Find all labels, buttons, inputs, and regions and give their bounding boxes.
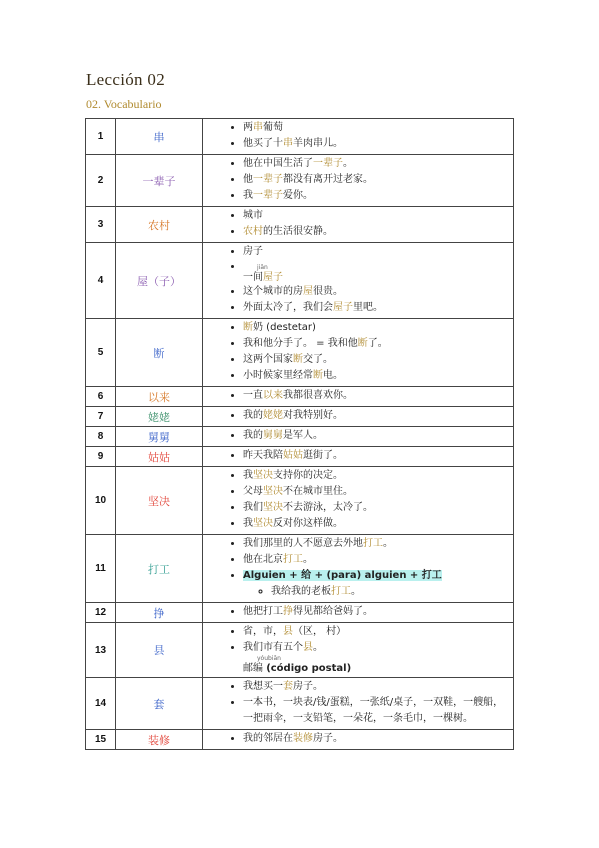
example-text: 省，市， (243, 626, 283, 637)
example-text: 父母 (243, 486, 263, 497)
example-cell (203, 447, 514, 467)
table-row (86, 207, 514, 243)
example-item (243, 624, 509, 640)
highlighted-word: 姥姥 (263, 410, 283, 421)
example-text: 这两个国家 (243, 354, 293, 365)
table-row (86, 730, 514, 750)
example-list (219, 208, 509, 240)
vocab-word: 挣 (116, 603, 203, 623)
vocab-word: 一辈子 (116, 155, 203, 207)
highlighted-word: 屋子 (333, 302, 353, 313)
highlighted-word: 一辈子 (253, 174, 283, 185)
example-item (243, 640, 509, 656)
row-number: 3 (86, 207, 116, 243)
example-cell (203, 427, 514, 447)
example-sub-list (243, 584, 509, 600)
example-list (219, 120, 509, 152)
example-list (219, 156, 509, 204)
table-row (86, 447, 514, 467)
example-text: 他把打工 (243, 606, 283, 617)
example-item (243, 484, 509, 500)
example-item (243, 388, 509, 404)
example-text: 。 (313, 642, 323, 653)
example-text: 逛街了。 (303, 450, 343, 461)
example-text: 我的邻居在 (243, 733, 293, 744)
highlighted-word: 县 (303, 642, 313, 653)
row-number: 2 (86, 155, 116, 207)
table-row (86, 119, 514, 155)
example-text: 我们市有五个 (243, 642, 303, 653)
highlighted-word: 断 (293, 354, 303, 365)
highlighted-word: 打工 (363, 538, 383, 549)
example-text: 对我特别好。 (283, 410, 343, 421)
example-text: (código postal) (266, 663, 352, 674)
highlighted-word: 县 (283, 626, 293, 637)
highlighted-word: 坚决 (253, 470, 273, 481)
example-text: 两 (243, 122, 253, 133)
table-row (86, 467, 514, 535)
example-text: 都没有离开过老家。 (283, 174, 373, 185)
example-text: 反对你这样做。 (273, 518, 343, 529)
example-list (219, 244, 509, 316)
example-item (243, 244, 509, 260)
example-list (219, 408, 509, 424)
example-item (243, 156, 509, 172)
vocab-word: 套 (116, 678, 203, 730)
example-text: （区， 村） (293, 626, 347, 637)
example-text: 我的 (243, 430, 263, 441)
vocab-word: 串 (116, 119, 203, 155)
row-number: 1 (86, 119, 116, 155)
vocab-word: 坚决 (116, 467, 203, 535)
page-title: Lección 02 (86, 70, 165, 89)
table-row (86, 427, 514, 447)
example-cell (203, 319, 514, 387)
example-item (243, 300, 509, 316)
example-item (243, 336, 509, 352)
vocab-word: 姥姥 (116, 407, 203, 427)
example-list (219, 388, 509, 404)
example-text: 他 (243, 174, 253, 185)
example-list (219, 536, 509, 600)
example-cell (203, 678, 514, 730)
vocab-word: 装修 (116, 730, 203, 750)
highlighted-word: 断 (357, 338, 368, 349)
pinyin-annotation: • jiān (257, 264, 268, 271)
highlighted-word: 舅舅 (263, 430, 283, 441)
table-row (86, 407, 514, 427)
example-item (243, 188, 509, 204)
highlighted-word: 挣 (283, 606, 293, 617)
row-number: 9 (86, 447, 116, 467)
example-item (243, 604, 509, 620)
example-item (243, 408, 509, 424)
vocab-word: 农村 (116, 207, 203, 243)
highlighted-word: 串 (253, 122, 263, 133)
example-item (243, 368, 509, 384)
example-text: Alguien + 给 + (para) alguien + 打工 (243, 570, 442, 581)
example-item (243, 320, 509, 336)
row-number: 15 (86, 730, 116, 750)
row-number: 12 (86, 603, 116, 623)
vocab-word: 舅舅 (116, 427, 203, 447)
example-text: 我都很喜欢你。 (283, 390, 353, 401)
example-text: 我们 (243, 502, 263, 513)
vocab-word: 姑姑 (116, 447, 203, 467)
example-text: 。 (351, 586, 361, 597)
example-text: 一本书，一块表/钱/蛋糕，一张纸/桌子，一双鞋，一艘船，一把雨伞，一支铅笔，一朵花，一条毛巾，一棵树。 (243, 697, 504, 724)
row-number: 14 (86, 678, 116, 730)
example-list (219, 320, 509, 384)
highlighted-word: 串 (283, 138, 293, 149)
example-text: 不在城市里住。 (283, 486, 353, 497)
pinyin-annotation: yóubiān (257, 655, 281, 662)
highlighted-word: 以来 (263, 390, 283, 401)
example-item (243, 208, 509, 224)
highlighted-word: 打工 (331, 586, 351, 597)
example-text: 交了。 (303, 354, 333, 365)
example-list (219, 448, 509, 464)
row-number: 8 (86, 427, 116, 447)
example-text: 邮编 (243, 663, 267, 674)
example-list (219, 604, 509, 620)
example-list (219, 428, 509, 444)
table-row (86, 319, 514, 387)
example-text: 葡萄 (263, 122, 283, 133)
vocab-word: 断 (116, 319, 203, 387)
example-text: 他在中国生活了 (243, 158, 313, 169)
example-text: 里吧。 (353, 302, 383, 313)
example-text: 他在北京 (243, 554, 283, 565)
example-text: 支持你的决定。 (273, 470, 343, 481)
highlighted-word: 套 (283, 681, 293, 692)
section-subtitle: 02. Vocabulario (86, 97, 162, 111)
example-item (243, 448, 509, 464)
table-row (86, 535, 514, 603)
example-text: 城市 (243, 210, 263, 221)
example-item (243, 172, 509, 188)
vocab-word: 打工 (116, 535, 203, 603)
example-text: 我和他分手了。 = 我和他 (243, 338, 358, 349)
example-cell (203, 407, 514, 427)
highlighted-word: 农村 (243, 226, 263, 237)
table-row (86, 623, 514, 678)
example-item (243, 695, 509, 727)
example-text: 我 (243, 518, 253, 529)
example-cell (203, 467, 514, 535)
example-text: 我 (243, 470, 253, 481)
row-number: 11 (86, 535, 116, 603)
example-text: 房子。 (313, 733, 343, 744)
example-text: 得见都给爸妈了。 (293, 606, 373, 617)
example-text: 。 (303, 554, 313, 565)
vocabulary-table-body (86, 119, 514, 750)
row-number: 4 (86, 243, 116, 319)
example-text: 电。 (323, 370, 343, 381)
example-cell (203, 243, 514, 319)
highlighted-word: 坚决 (253, 518, 273, 529)
vocab-word: 以来 (116, 387, 203, 407)
row-number: 5 (86, 319, 116, 387)
example-text: 我想买一 (243, 681, 283, 692)
example-text: 外面太冷了，我们会 (243, 302, 333, 313)
highlighted-word: 断 (243, 322, 253, 333)
table-row (86, 155, 514, 207)
example-item (243, 679, 509, 695)
example-item (243, 284, 509, 300)
highlighted-word: 坚决 (263, 502, 283, 513)
highlighted-word: 屋 (303, 286, 313, 297)
example-text: 不去游泳，太冷了。 (283, 502, 373, 513)
example-text: 爱你。 (283, 190, 313, 201)
example-text: 一直 (243, 390, 263, 401)
example-text: 很贵。 (313, 286, 343, 297)
example-text: 是军人。 (283, 430, 323, 441)
example-text: 这个城市的房 (243, 286, 303, 297)
example-text: 了。 (367, 338, 388, 349)
example-cell (203, 119, 514, 155)
example-text: 昨天我陪 (243, 450, 283, 461)
example-cell (203, 603, 514, 623)
example-text: 我们那里的人不愿意去外地 (243, 538, 363, 549)
highlighted-word: 一辈子 (313, 158, 343, 169)
example-item (243, 536, 509, 552)
example-list (219, 679, 509, 727)
example-text: 奶 (destetar) (253, 322, 316, 333)
example-text: 的生活很安静。 (263, 226, 333, 237)
example-text: 我 (243, 190, 253, 201)
example-text: 房子。 (293, 681, 323, 692)
example-cell (203, 207, 514, 243)
highlighted-word: 屋子 (263, 272, 283, 283)
example-item (243, 136, 509, 152)
highlighted-word: 断 (313, 370, 323, 381)
example-list (219, 624, 509, 675)
row-number: 7 (86, 407, 116, 427)
example-text: 我给我的老板 (271, 586, 331, 597)
example-item (243, 731, 509, 747)
example-text: 房子 (243, 246, 263, 257)
row-number: 13 (86, 623, 116, 678)
example-list (219, 731, 509, 747)
row-number: 6 (86, 387, 116, 407)
example-cell (203, 623, 514, 678)
example-text: 我的 (243, 410, 263, 421)
vocabulary-table (85, 118, 514, 750)
vocab-word: 县 (116, 623, 203, 678)
example-item (243, 568, 509, 600)
example-sub-item (271, 584, 509, 600)
example-item (243, 352, 509, 368)
highlighted-word: 装修 (293, 733, 313, 744)
highlighted-word: 一辈子 (253, 190, 283, 201)
grammar-pattern-highlight (243, 570, 442, 581)
example-cell (203, 387, 514, 407)
highlighted-word: 打工 (283, 554, 303, 565)
example-item (243, 120, 509, 136)
example-item (243, 500, 509, 516)
example-item (243, 656, 509, 675)
example-cell (203, 730, 514, 750)
example-item (243, 516, 509, 532)
example-list (219, 468, 509, 532)
example-cell (203, 155, 514, 207)
row-number: 10 (86, 467, 116, 535)
example-cell (203, 535, 514, 603)
table-row (86, 678, 514, 730)
example-text: 小时候家里经常 (243, 370, 313, 381)
table-row (86, 243, 514, 319)
example-item (243, 428, 509, 444)
table-row (86, 387, 514, 407)
example-item (243, 260, 509, 284)
example-item (243, 552, 509, 568)
highlighted-word: 坚决 (263, 486, 283, 497)
example-text: 。 (343, 158, 353, 169)
example-item (243, 224, 509, 240)
highlighted-word: 姑姑 (283, 450, 303, 461)
example-text: 一间 (243, 272, 263, 283)
example-text: 羊肉串儿。 (293, 138, 343, 149)
example-item (243, 468, 509, 484)
example-text: 他买了十 (243, 138, 283, 149)
table-row (86, 603, 514, 623)
example-text: 。 (383, 538, 393, 549)
vocab-word: 屋（子） (116, 243, 203, 319)
